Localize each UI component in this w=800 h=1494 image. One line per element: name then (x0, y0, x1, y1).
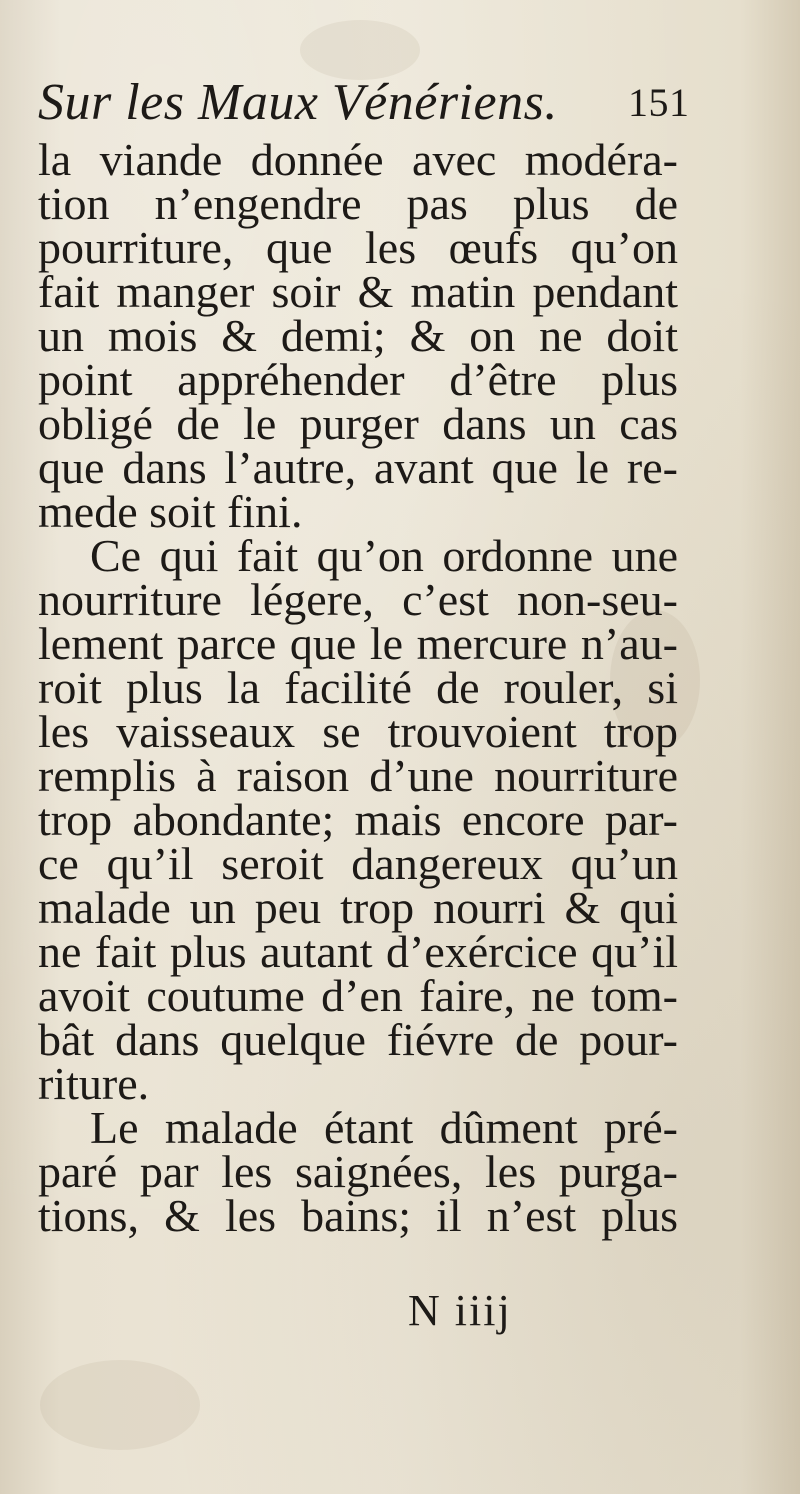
text-line: obligé de le purger dans un cas (38, 398, 678, 449)
text-line: les vaisseaux se trouvoient trop (38, 706, 678, 757)
text-line: pourriture, que les œufs qu’on (38, 222, 678, 273)
text-line: ce qu’il seroit dangereux qu’un (38, 838, 678, 889)
text-line: la viande donnée avec modéra- (38, 134, 678, 185)
text-line: Ce qui fait qu’on ordonne une (90, 530, 678, 581)
text-line: remplis à raison d’une nourriture (38, 750, 678, 801)
page-number: 151 (628, 80, 690, 125)
text-line: que dans l’autre, avant que le re- (38, 442, 678, 493)
text-line: point appréhender d’être plus (38, 354, 678, 405)
text-line: malade un peu trop nourri & qui (38, 882, 678, 933)
text-line: trop abondante; mais encore par- (38, 794, 678, 845)
text-line: fait manger soir & matin pendant (38, 266, 678, 317)
text-line: roit plus la facilité de rouler, si (38, 662, 678, 713)
text-line: avoit coutume d’en faire, ne tom- (38, 970, 678, 1021)
text-line: lement parce que le mercure n’au- (38, 618, 678, 669)
text-line: riture. (38, 1058, 150, 1109)
text-line: Le malade étant dûment pré- (90, 1102, 678, 1153)
text-line: tions, & les bains; il n’est plus (38, 1190, 678, 1241)
running-head (38, 72, 688, 134)
text-line: ne fait plus autant d’exércice qu’il (38, 926, 678, 977)
signature-mark: N iiij (408, 1286, 512, 1335)
text-line: nourriture légere, c’est non-seu- (38, 574, 678, 625)
paper-stain (40, 1360, 200, 1450)
text-line: bât dans quelque fiévre de pour- (38, 1014, 678, 1065)
main-text (38, 134, 678, 1241)
text-line: tion n’engendre pas plus de (38, 178, 678, 229)
running-title: Sur les Maux Vénériens. (38, 74, 558, 131)
text-line: mede soit fini. (38, 486, 303, 537)
paper-stain (300, 20, 420, 80)
text-line: un mois & demi; & on ne doit (38, 310, 678, 361)
text-line: paré par les saignées, les purga- (38, 1146, 678, 1197)
